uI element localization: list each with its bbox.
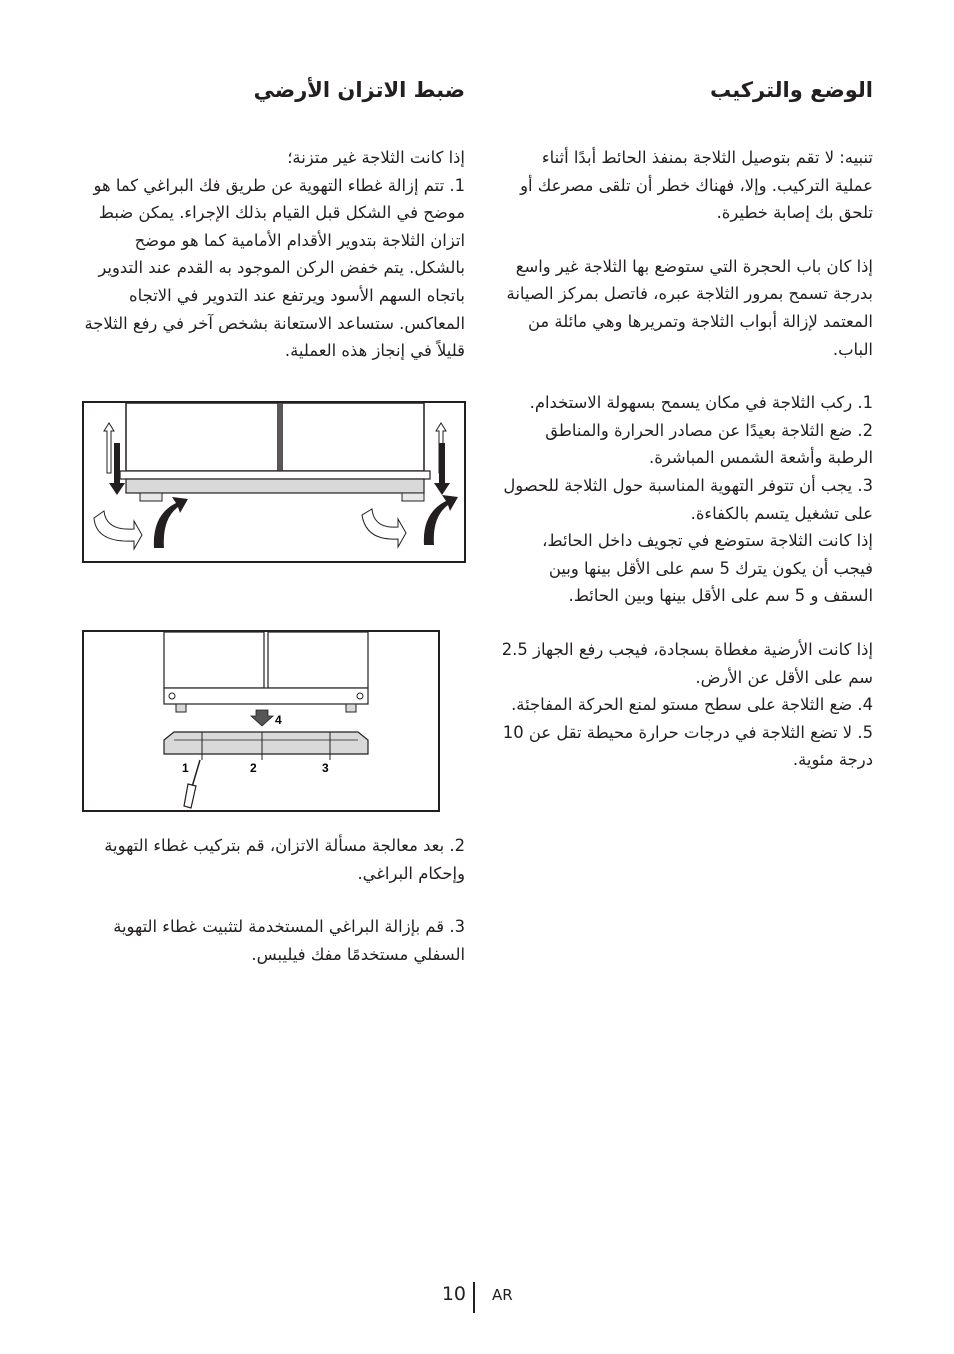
left-door: [164, 632, 264, 688]
rotate-arrow-outline-icon-right: [362, 509, 406, 547]
step-1: 1. ركب الثلاجة في مكان يسمح بسهولة الاستخدام.: [529, 393, 873, 413]
page-footer: [0, 1280, 954, 1314]
language-code: AR: [492, 1286, 513, 1304]
label-3: 3: [322, 761, 329, 775]
ventilation-cover-illustration: [84, 632, 438, 810]
warning-text: تنبيه: لا تقم بتوصيل الثلاجة بمنفذ الحائط أبدًا أثناء عملية التركيب. وإلا، فهناك خطر أن تلقى مصرعك أو تلحق بك إصابة خطيرة.: [520, 148, 873, 223]
rotate-arrow-outline-icon: [94, 511, 142, 549]
carpet-note: إذا كانت الأرضية مغطاة بسجادة، فيجب رفع الجهاز 2.5 سم على الأقل عن الأرض.: [501, 639, 873, 687]
down-arrow-icon-right: [434, 443, 450, 495]
fridge-feet-illustration: [84, 403, 464, 561]
left-door: [126, 403, 278, 471]
footer-divider: [473, 1282, 475, 1313]
left-column: [82, 74, 465, 365]
leveling-step-2: 2. بعد معالجة مسألة الاتزان، قم بتركيب غطاء التهوية وإحكام البراغي.: [104, 836, 465, 883]
right-door: [268, 632, 368, 688]
figure-ventilation-cover: [82, 630, 440, 812]
section-title-installation: الوضع والتركيب: [710, 78, 873, 102]
label-1: 1: [182, 761, 189, 775]
step-2: 2. ضع الثلاجة بعيدًا عن مصادر الحرارة والمناطق الرطبة وأشعة الشمس المباشرة.: [545, 420, 873, 468]
leveling-intro: إذا كانت الثلاجة غير متزنة؛: [287, 148, 465, 167]
leveling-step-3: 3. قم بإزالة البراغي المستخدمة لتثبيت غطاء التهوية السفلي مستخدمًا مفك فيليبس.: [113, 917, 465, 964]
rotate-arrow-black-icon-right: [424, 495, 458, 545]
label-2: 2: [250, 761, 257, 775]
label-4: 4: [275, 713, 282, 727]
door-note: إذا كان باب الحجرة التي ستوضع بها الثلاجة غير واسع بدرجة تسمح بمرور الثلاجة عبره، فاتصل بمركز الصيانة المعتمد لإزالة أبواب الثلاجة وتمريرها وهي مائلة من الباب.: [506, 256, 873, 359]
wall-note: إذا كانت الثلاجة ستوضع في تجويف داخل الحائط، فيجب أن يكون يترك 5 سم على الأقل بينها وبين السقف و 5 سم على الأقل بينها وبين الحائط.: [542, 531, 873, 606]
up-arrow-outline-icon: [104, 423, 114, 473]
leveling-step-1: 1. تتم إزالة غطاء التهوية عن طريق فك البراغي كما هو موضح في الشكل قبل القيام بذلك الإجراء. يمكن ضبط اتزان الثلاجة بتدوير الأقدام الأمامية كما هو موضح بالشكل. يتم خفض الركن الموجود به القدم عند التدوير باتجاه السهم الأسود ويرتفع عند التدوير في الاتجاه المعاكس. ستساعد الاستعانة بشخص آخر في رفع الثلاجة قليلاً في إنجاز هذه العملية.: [84, 175, 465, 361]
left-column-bottom: [82, 832, 465, 968]
right-door: [282, 403, 424, 471]
ventilation-cover: [164, 732, 368, 754]
base-panel: [126, 479, 424, 493]
step-3: 3. يجب أن تتوفر التهوية المناسبة حول الثلاجة للحصول على تشغيل يتسم بالكفاءة.: [503, 475, 873, 523]
page-number: 10: [441, 1283, 466, 1305]
right-column: [500, 74, 873, 774]
step-5: 5. لا تضع الثلاجة في درجات حرارة محيطة تقل عن 10 درجة مئوية.: [502, 722, 873, 770]
down-arrow-icon: [251, 710, 273, 726]
section-title-leveling: ضبط الاتزان الأرضي: [253, 78, 465, 102]
figure-feet-adjustment: [82, 401, 466, 563]
rotate-arrow-black-icon: [154, 497, 188, 548]
step-4: 4. ضع الثلاجة على سطح مستو لمنع الحركة المفاجئة.: [511, 695, 873, 715]
